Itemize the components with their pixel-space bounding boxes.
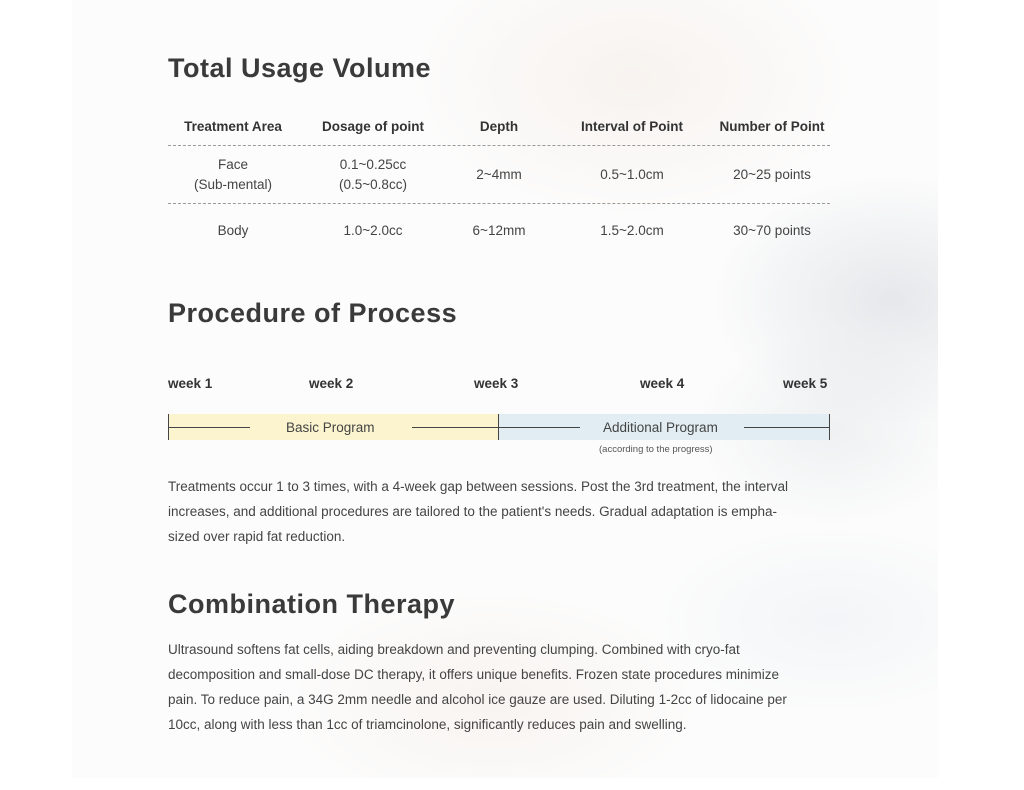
timeline-line <box>168 427 250 428</box>
cell-depth: 2~4mm <box>476 166 522 182</box>
cell-dosage-line: 0.1~0.25cc <box>339 156 407 172</box>
cell-depth: 6~12mm <box>472 223 526 238</box>
combination-section-title: Combination Therapy <box>168 589 456 619</box>
combination-paragraph <box>168 637 830 737</box>
header-depth: Depth <box>479 118 519 134</box>
header-dosage: Dosage of point <box>322 118 424 134</box>
paragraph-line: Ultrasound softens fat cells, aiding breakdown and preventing clumping. Combined with cryo-fat <box>168 642 740 657</box>
week-label-4: week 4 <box>640 376 685 391</box>
cell-dosage-line: (0.5~0.8cc) <box>339 176 407 192</box>
week-label-3: week 3 <box>474 376 519 391</box>
cell-area-line: Face <box>217 156 248 172</box>
additional-program-label: Additional Program <box>603 420 718 435</box>
paragraph-line: pain. To reduce pain, a 34G 2mm needle and alcohol ice gauze are used. Diluting 1-2cc of lidocaine per <box>168 692 787 707</box>
table-header-row <box>168 108 830 146</box>
additional-program-note: (according to the progress) <box>599 444 713 455</box>
procedure-paragraph <box>168 474 830 549</box>
timeline-line <box>498 427 580 428</box>
procedure-section-title: Procedure of Process <box>168 298 458 328</box>
table-row <box>168 204 830 258</box>
timeline-line <box>744 427 830 428</box>
paragraph-line: 10cc, along with less than 1cc of triamcinolone, significantly reduces pain and swelling. <box>168 717 687 732</box>
cell-dosage: 1.0~2.0cc <box>343 223 403 238</box>
cell-area <box>168 155 298 195</box>
paragraph-line: decomposition and small-dose DC therapy, it offers unique benefits. Frozen state procedures minimize <box>168 667 780 682</box>
week-label-5: week 5 <box>783 376 828 391</box>
header-interval: Interval of Point <box>580 118 683 134</box>
cell-area-line: (Sub-mental) <box>193 176 273 192</box>
cell-dosage <box>298 155 448 195</box>
cell-area: Body <box>217 223 249 238</box>
timeline-line <box>412 427 498 428</box>
header-number: Number of Point <box>719 118 825 134</box>
week-label-2: week 2 <box>309 376 354 391</box>
week-label-1: week 1 <box>168 376 213 391</box>
paragraph-line: sized over rapid fat reduction. <box>168 529 346 544</box>
cell-number: 20~25 points <box>733 166 811 182</box>
table-row <box>168 146 830 204</box>
usage-table <box>168 108 830 258</box>
basic-program-label: Basic Program <box>286 420 375 435</box>
cell-number: 30~70 points <box>733 223 811 238</box>
cell-interval: 0.5~1.0cm <box>600 166 664 182</box>
paragraph-line: Treatments occur 1 to 3 times, with a 4-week gap between sessions. Post the 3rd treatment, the interval <box>168 479 789 494</box>
header-treatment-area: Treatment Area <box>184 118 282 134</box>
usage-section-title: Total Usage Volume <box>168 53 432 83</box>
paragraph-line: increases, and additional procedures are tailored to the patient's needs. Gradual adaptation is empha- <box>168 504 777 519</box>
cell-interval: 1.5~2.0cm <box>600 223 664 238</box>
